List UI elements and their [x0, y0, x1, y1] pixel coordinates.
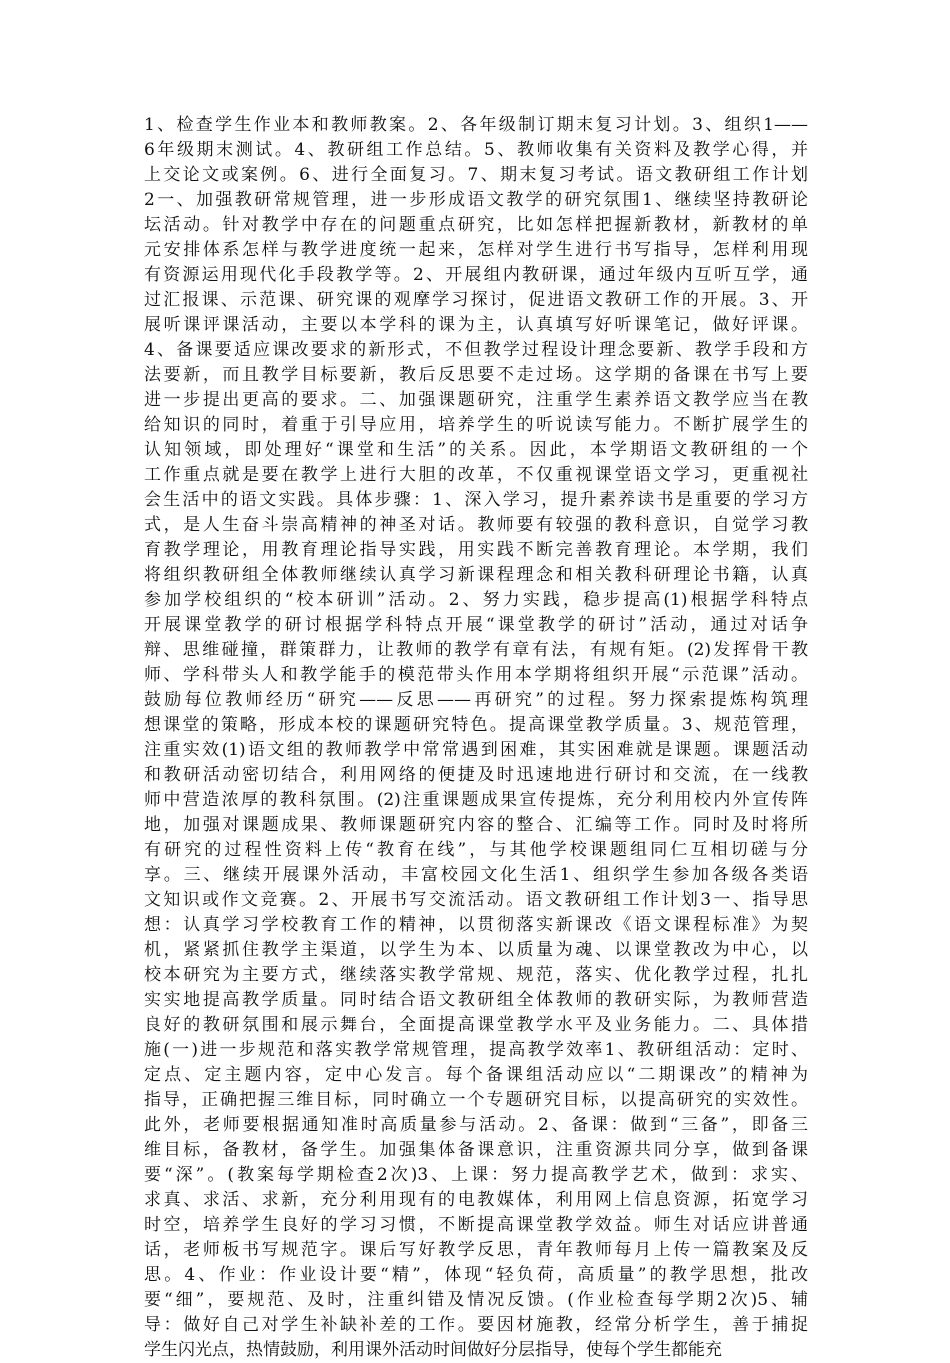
text-line: 学生闪光点，热情鼓励，利用课外活动时间做好分层指导，使每个学生都能充 [144, 1340, 722, 1360]
text-line: 鼓励每位教师经历“研究——反思——再研究”的过程。努力探索提炼构筑理 [144, 690, 808, 710]
text-line: 良好的教研氛围和展示舞台，全面提高课堂教学水平及业务能力。二、具体措 [144, 1015, 808, 1035]
text-line: 定点、定主题内容，定中心发言。每个备课组活动应以“二期课改”的精神为 [144, 1065, 808, 1085]
text-line: 开展课堂教学的研讨根据学科特点开展“课堂教学的研讨”活动，通过对话争 [144, 615, 808, 635]
text-line: 要“细”，要规范、及时，注重纠错及情况反馈。(作业检查每学期2次)5、辅 [144, 1290, 808, 1310]
text-line: 师中营造浓厚的教科氛围。(2)注重课题成果宣传提炼，充分利用校内外宣传阵 [144, 790, 808, 810]
text-line: 时空，培养学生良好的学习习惯，不断提高课堂教学效益。师生对话应讲普通 [144, 1215, 808, 1235]
text-line: 4、备课要适应课改要求的新形式，不但教学过程设计理念要新、教学手段和方 [144, 340, 808, 360]
text-line: 和教研活动密切结合，利用网络的便捷及时迅速地进行研讨和交流，在一线教 [144, 765, 808, 785]
text-line: 参加学校组织的“校本研训”活动。2、努力实践，稳步提高(1)根据学科特点 [144, 590, 808, 610]
text-line: 机，紧紧抓住教学主渠道，以学生为本、以质量为魂、以课堂教改为中心，以 [144, 940, 808, 960]
text-line: 6年级期末测试。4、教研组工作总结。5、教师收集有关资料及教学心得，并 [144, 140, 808, 160]
text-line: 实实地提高教学质量。同时结合语文教研组全体教师的教研实际，为教师营造 [144, 990, 808, 1010]
text-line: 要“深”。(教案每学期检查2次)3、上课：努力提高教学艺术，做到：求实、 [144, 1165, 808, 1185]
text-line: 有资源运用现代化手段教学等。2、开展组内教研课，通过年级内互听互学，通 [144, 265, 808, 285]
text-line: 享。三、继续开展课外活动，丰富校园文化生活1、组织学生参加各级各类语 [144, 865, 808, 885]
text-line: 求真、求活、求新，充分利用现有的电教媒体，利用网上信息资源，拓宽学习 [144, 1190, 808, 1210]
text-line: 坛活动。针对教学中存在的问题重点研究，比如怎样把握新教材，新教材的单 [144, 215, 808, 235]
text-line: 想课堂的策略，形成本校的课题研究特色。提高课堂教学质量。3、规范管理， [144, 715, 808, 735]
text-line: 将组织教研组全体教师继续认真学习新课程理念和相关教科研理论书籍，认真 [144, 565, 808, 585]
text-line: 想：认真学习学校教育工作的精神，以贯彻落实新课改《语文课程标准》为契 [144, 915, 808, 935]
text-line: 有研究的过程性资料上传“教育在线”，与其他学校课题组同仁互相切磋与分 [144, 840, 808, 860]
text-line: 过汇报课、示范课、研究课的观摩学习探讨，促进语文教研工作的开展。3、开 [144, 290, 808, 310]
text-line: 文知识或作文竞赛。2、开展书写交流活动。语文教研组工作计划3一、指导思 [144, 890, 808, 910]
text-line: 校本研究为主要方式，继续落实教学常规、规范，落实、优化教学过程，扎扎 [144, 965, 808, 985]
text-line: 法要新，而且教学目标要新，教后反思要不走过场。这学期的备课在书写上要 [144, 365, 808, 385]
text-line: 辩、思维碰撞，群策群力，让教师的教学有章有法，有规有矩。(2)发挥骨干教 [144, 640, 808, 660]
text-line: 注重实效(1)语文组的教师教学中常常遇到困难，其实困难就是课题。课题活动 [144, 740, 808, 760]
text-line: 展听课评课活动，主要以本学科的课为主，认真填写好听课笔记，做好评课。 [144, 315, 808, 335]
text-line: 育教学理论，用教育理论指导实践，用实践不断完善教育理论。本学期，我们 [144, 540, 808, 560]
text-line: 师、学科带头人和教学能手的模范带头作用本学期将组织开展“示范课”活动。 [144, 665, 808, 685]
text-line: 元安排体系怎样与教学进度统一起来，怎样对学生进行书写指导，怎样利用现 [144, 240, 808, 260]
text-line: 话，老师板书写规范字。课后写好教学反思，青年教师每月上传一篇教案及反 [144, 1240, 808, 1260]
text-line: 会生活中的语文实践。具体步骤：1、深入学习，提升素养读书是重要的学习方 [144, 490, 808, 510]
text-line: 上交论文或案例。6、进行全面复习。7、期末复习考试。语文教研组工作计划 [144, 165, 808, 185]
text-line: 此外，老师要根据通知准时高质量参与活动。2、备课：做到“三备”，即备三 [144, 1115, 808, 1135]
text-line: 式，是人生奋斗崇高精神的神圣对话。教师要有较强的教科意识，自觉学习教 [144, 515, 808, 535]
text-line: 2一、加强教研常规管理，进一步形成语文教学的研究氛围1、继续坚持教研论 [144, 190, 808, 210]
text-line: 地，加强对课题成果、教师课题研究内容的整合、汇编等工作。同时及时将所 [144, 815, 808, 835]
text-line: 给知识的同时，着重于引导应用，培养学生的听说读写能力。不断扩展学生的 [144, 415, 808, 435]
text-line: 进一步提出更高的要求。二、加强课题研究，注重学生素养语文教学应当在教 [144, 390, 808, 410]
body-text [144, 113, 808, 1363]
text-line: 施(一)进一步规范和落实教学常规管理，提高教学效率1、教研组活动：定时、 [144, 1040, 808, 1060]
text-line: 思。4、作业：作业设计要“精”，体现“轻负荷，高质量”的教学思想，批改 [144, 1265, 808, 1285]
text-line: 认知领域，即处理好“课堂和生活”的关系。因此，本学期语文教研组的一个 [144, 440, 808, 460]
text-line: 维目标，备教材，备学生。加强集体备课意识，注重资源共同分享，做到备课 [144, 1140, 808, 1160]
text-line: 工作重点就是要在教学上进行大胆的改革，不仅重视课堂语文学习，更重视社 [144, 465, 808, 485]
text-line: 1、检查学生作业本和教师教案。2、各年级制订期末复习计划。3、组织1—— [144, 115, 808, 135]
text-line: 指导，正确把握三维目标，同时确立一个专题研究目标，以提高研究的实效性。 [144, 1090, 808, 1110]
text-line: 导：做好自己对学生补缺补差的工作。要因材施教，经常分析学生，善于捕捉 [144, 1315, 808, 1335]
